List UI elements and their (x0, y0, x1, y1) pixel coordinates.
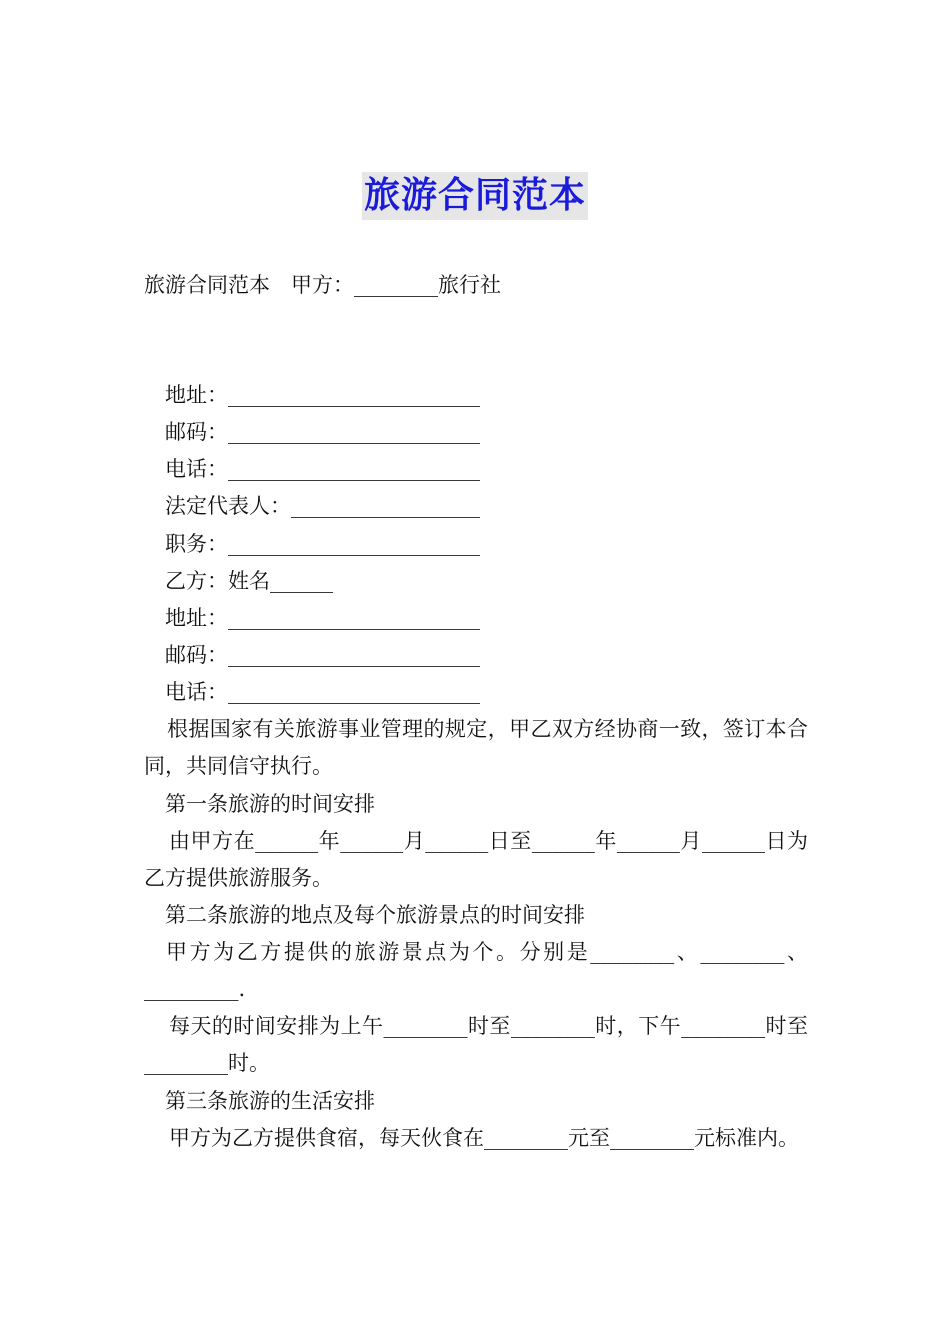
article2-body: 甲方为乙方提供的旅游景点为个。分别是________、________、_________. (144, 940, 808, 1001)
party-a-phone: 电话：________________________ (165, 457, 480, 481)
article1-body: 由甲方在______年______月______日至______年______月______日为乙方提供旅游服务。 (144, 829, 808, 890)
article1-heading: 第一条旅游的时间安排 (165, 792, 375, 816)
party-b-address: 地址：________________________ (165, 606, 480, 630)
document-title: 旅游合同范本 (362, 172, 588, 220)
party-a-postcode: 邮码：________________________ (165, 420, 480, 444)
party-a-legal-rep: 法定代表人：__________________ (165, 494, 480, 518)
party-b-phone: 电话：________________________ (165, 680, 480, 704)
article3-heading: 第三条旅游的生活安排 (165, 1089, 375, 1113)
party-b-name: 乙方：姓名______ (165, 569, 333, 593)
preamble-paragraph: 根据国家有关旅游事业管理的规定，甲乙双方经协商一致，签订本合同，共同信守执行。 (144, 717, 808, 778)
article2-heading: 第二条旅游的地点及每个旅游景点的时间安排 (165, 903, 585, 927)
party-a-address: 地址：________________________ (165, 383, 480, 407)
party-b-postcode: 邮码：________________________ (165, 643, 480, 667)
document-title-block (0, 172, 950, 220)
party-a-position: 职务：________________________ (165, 532, 480, 556)
article2-schedule: 每天的时间安排为上午________时至________时，下午________时至________时。 (144, 1014, 808, 1075)
article3-body: 甲方为乙方提供食宿，每天伙食在________元至________元标准内。 (169, 1126, 799, 1150)
intro-line: 旅游合同范本 甲方：________旅行社 (144, 273, 501, 297)
